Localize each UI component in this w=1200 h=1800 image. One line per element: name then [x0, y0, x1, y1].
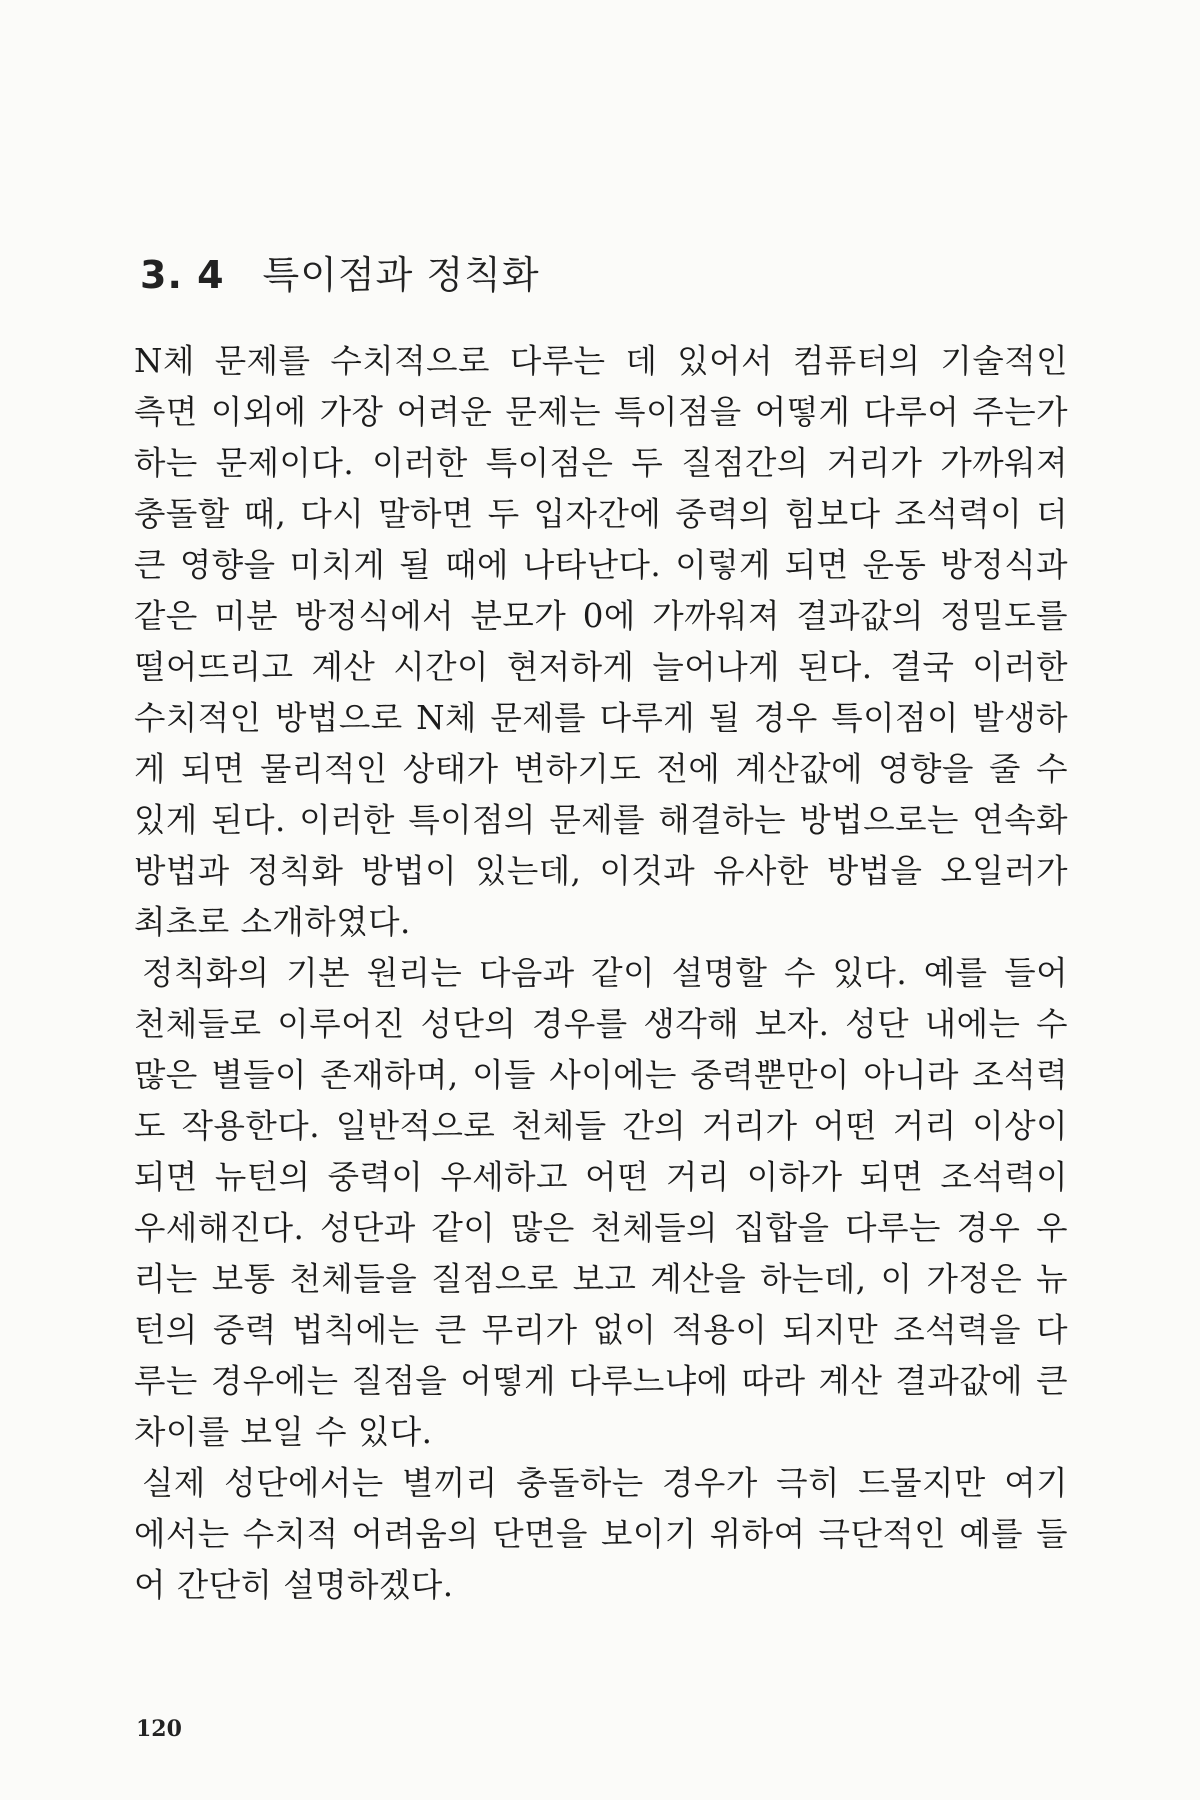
body-text — [134, 336, 1068, 1611]
text-line: 같은 미분 방정식에서 분모가 0에 가까워져 결과값의 정밀도를 — [134, 597, 1068, 635]
text-line: 천체들로 이루어진 성단의 경우를 생각해 보자. 성단 내에는 수 — [134, 1005, 1068, 1043]
text-line: 리는 보통 천체들을 질점으로 보고 계산을 하는데, 이 가정은 뉴 — [134, 1260, 1068, 1298]
text-line: 하는 문제이다. 이러한 특이점은 두 질점간의 거리가 가까워져 — [134, 444, 1068, 482]
text-line: 수치적인 방법으로 N체 문제를 다루게 될 경우 특이점이 발생하 — [134, 699, 1068, 737]
text-line: 큰 영향을 미치게 될 때에 나타난다. 이렇게 되면 운동 방정식과 — [134, 546, 1068, 584]
text-line: 떨어뜨리고 계산 시간이 현저하게 늘어나게 된다. 결국 이러한 — [134, 648, 1068, 686]
text-line: 정칙화의 기본 원리는 다음과 같이 설명할 수 있다. 예를 들어 — [142, 954, 1068, 992]
text-line: 도 작용한다. 일반적으로 천체들 간의 거리가 어떤 거리 이상이 — [134, 1107, 1068, 1145]
paragraph-1 — [134, 336, 1068, 948]
text-line: 에서는 수치적 어려움의 단면을 보이기 위하여 극단적인 예를 들 — [134, 1515, 1068, 1553]
text-line: 되면 뉴턴의 중력이 우세하고 어떤 거리 이하가 되면 조석력이 — [134, 1158, 1068, 1196]
text-line: 방법과 정칙화 방법이 있는데, 이것과 유사한 방법을 오일러가 — [134, 852, 1068, 890]
text-line: 많은 별들이 존재하며, 이들 사이에는 중력뿐만이 아니라 조석력 — [134, 1056, 1068, 1094]
text-line: 어 간단히 설명하겠다. — [134, 1566, 454, 1604]
section-title: 특이점과 정칙화 — [262, 253, 540, 297]
page-number: 120 — [136, 1716, 182, 1742]
text-line: 측면 이외에 가장 어려운 문제는 특이점을 어떻게 다루어 주는가 — [134, 393, 1068, 431]
text-line: 최초로 소개하였다. — [134, 903, 411, 941]
text-line: 있게 된다. 이러한 특이점의 문제를 해결하는 방법으로는 연속화 — [134, 801, 1068, 839]
text-line: 차이를 보일 수 있다. — [134, 1413, 433, 1451]
text-line: 실제 성단에서는 별끼리 충돌하는 경우가 극히 드물지만 여기 — [142, 1464, 1068, 1502]
section-number: 3. 4 — [140, 253, 225, 297]
text-line: 턴의 중력 법칙에는 큰 무리가 없이 적용이 되지만 조석력을 다 — [134, 1311, 1068, 1349]
text-line: 우세해진다. 성단과 같이 많은 천체들의 집합을 다루는 경우 우 — [134, 1209, 1068, 1247]
text-line: 게 되면 물리적인 상태가 변하기도 전에 계산값에 영향을 줄 수 — [134, 750, 1068, 788]
text-line: 루는 경우에는 질점을 어떻게 다루느냐에 따라 계산 결과값에 큰 — [134, 1362, 1068, 1400]
text-line: N체 문제를 수치적으로 다루는 데 있어서 컴퓨터의 기술적인 — [134, 342, 1068, 380]
text-line: 충돌할 때, 다시 말하면 두 입자간에 중력의 힘보다 조석력이 더 — [134, 495, 1068, 533]
paragraph-2 — [134, 948, 1068, 1458]
paragraph-3 — [134, 1458, 1068, 1611]
section-heading — [140, 244, 540, 299]
